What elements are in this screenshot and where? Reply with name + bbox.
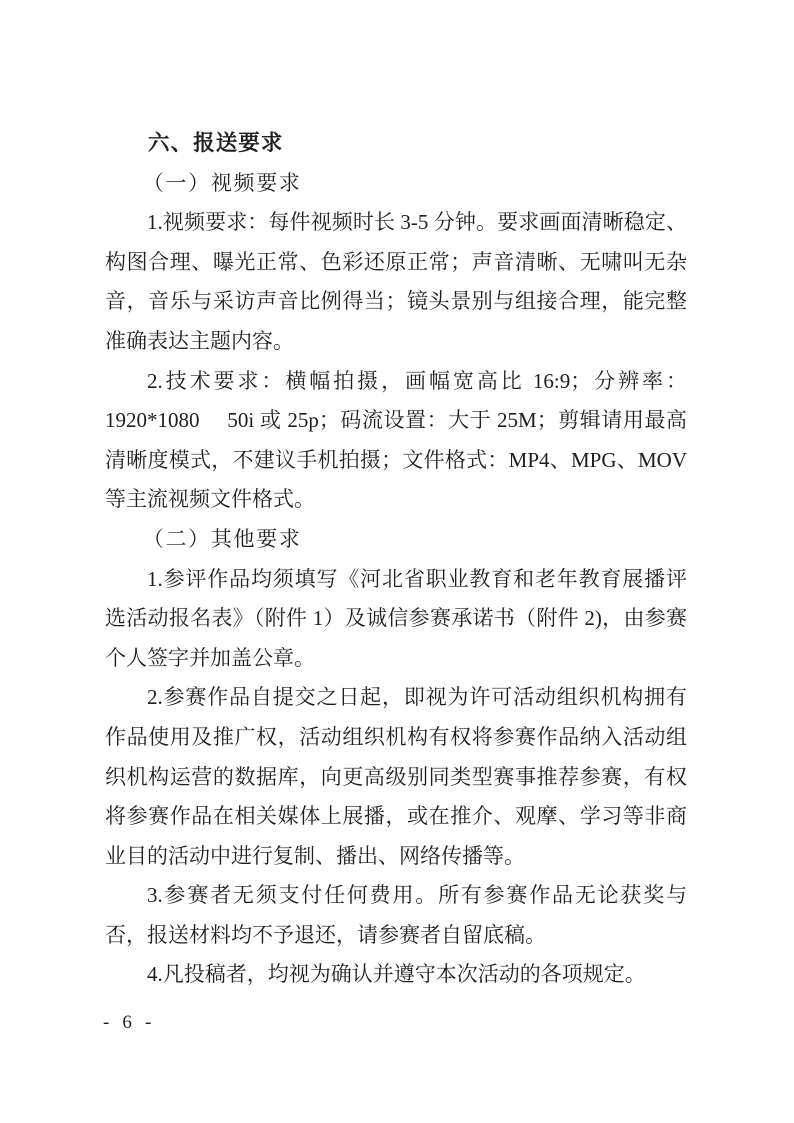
paragraph-other-requirements-3: 3.参赛者无须支付任何费用。所有参赛作品无论获奖与否，报送材料均不予退还，请参赛者自留底稿。 xyxy=(105,883,687,947)
subsection-title-video-requirements: （一）视频要求 xyxy=(142,170,302,195)
document-body xyxy=(105,124,687,995)
paragraph-other-requirements-1: 1.参评作品均须填写《河北省职业教育和老年教育展播评选活动报名表》（附件 1）及诚信参赛承诺书（附件 2)，由参赛个人签字并加盖公章。 xyxy=(105,566,687,670)
paragraph-other-requirements-2: 2.参赛作品自提交之日起，即视为许可活动组织机构拥有作品使用及推广权，活动组织机构有权将参赛作品纳入活动组织机构运营的数据库，向更高级别同类型赛事推荐参赛，有权将参赛作品在相关媒体上展播，或在推介、观摩、学习等非商业目的活动中进行复制、播出、网络传播等。 xyxy=(105,685,687,868)
section-heading: 六、报送要求 xyxy=(148,131,284,155)
subsection-title-other-requirements: （二）其他要求 xyxy=(142,526,302,551)
paragraph-video-requirements-1: 1.视频要求：每件视频时长 3-5 分钟。要求画面清晰稳定、构图合理、曝光正常、色彩还原正常；声音清晰、无啸叫无杂音，音乐与采访声音比例得当；镜头景别与组接合理，能完整准确表达主题内容。 xyxy=(105,210,687,353)
page-number: - 6 - xyxy=(103,1012,156,1033)
paragraph-video-requirements-2: 2.技术要求：横幅拍摄，画幅宽高比 16:9；分辨率：1920*1080 50i 或 25p；码流设置：大于 25M；剪辑请用最高清晰度模式，不建议手机拍摄；文件格式：MP4、MPG、MOV 等主流视频文件格式。 xyxy=(105,368,687,512)
paragraph-other-requirements-4: 4.凡投稿者，均视为确认并遵守本次活动的各项规定。 xyxy=(147,962,646,987)
